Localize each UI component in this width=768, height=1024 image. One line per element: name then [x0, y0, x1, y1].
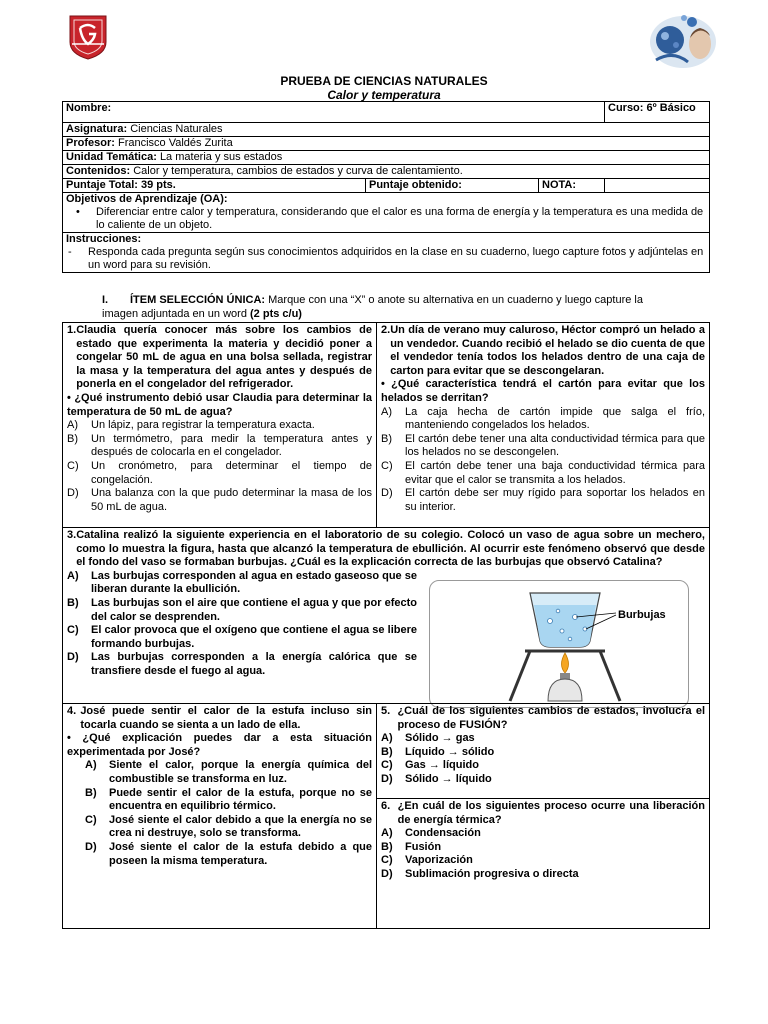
question-1: 1. Claudia quería conocer más sobre los cambios de estado que experimenta la materia y decidió poner a congelar 50 mL de agua en una bolsa sellada, registrar la masa y la temperatura del agua antes y después de ponerla en el congelador del refrigerador. • ¿Qué instrumento debió usar Claudia para determinar la temperatura de 50 mL de agua? A) Un lápiz, para registrar la temperatura exacta. B) Un termómetro, para medir la temperatura antes y después de colocarla en el congelador. C) Un cronómetro, para determinar el tiempo de congelación. D) Una balanza con la que pudo determinar la masa de los 50 mL de agua.	[62, 322, 377, 528]
q5-option-c[interactable]: C) Gas → líquido	[381, 759, 479, 772]
q4-option-d[interactable]: D) José siente el calor de la estufa debido a que poseen la misma temperatura.	[85, 840, 372, 867]
page-title: PRUEBA DE CIENCIAS NATURALES	[280, 74, 488, 88]
q5-option-b[interactable]: B) Líquido → sólido	[381, 745, 495, 758]
q4-option-a[interactable]: A) Siente el calor, porque la energía química del combustible se transforma en luz.	[85, 759, 372, 785]
q2-option-a[interactable]: A) La caja hecha de cartón impide que salga el frío, manteniendo congelados los helados.	[381, 405, 705, 432]
q6-option-d[interactable]: D) Sublimación progresiva o directa	[381, 867, 579, 880]
q3-option-c[interactable]: C) El calor provoca que el oxígeno que contiene el agua se libere formando burbujas.	[67, 624, 417, 650]
q1-option-b[interactable]: B) Un termómetro, para medir la temperatura antes y después de colocarla en el congelador.	[67, 432, 372, 459]
instruction-item: - Responda cada pregunta según sus conocimientos adquiridos en la clase en su cuaderno, luego capture fotos y adjúntelas en un word para su revisión.	[66, 246, 706, 272]
student-info-table	[62, 101, 710, 273]
q2-option-b[interactable]: B) El cartón debe tener una alta conductividad térmica para que los helados no se descongelen.	[381, 432, 705, 459]
question-4: 4. José puede sentir el calor de la estufa incluso sin tocarla cuando se sienta a un lado de ella. • ¿Qué explicación puedes dar a esta situación experimentada por José? A) Siente el calor, porque la energía química del combustible se transforma en luz. B) Puede sentir el calor de la estufa, porque no se encuentra en equilibrio térmico. C) José siente el calor debido a que la energía no se crea ni destruye, solo se transforma. D) José siente el calor de la estufa debido a que poseen la misma temperatura.	[62, 703, 377, 929]
instructions-row: Instrucciones: - Responda cada pregunta según sus conocimientos adquiridos en la clase en su cuaderno, luego capture fotos y adjúntelas en un word para su revisión.	[63, 233, 710, 273]
q5-option-a[interactable]: A) Sólido → gas	[381, 732, 475, 745]
q1-option-d[interactable]: D) Una balanza con la que pudo determinar la masa de los 50 mL de agua.	[67, 487, 372, 513]
q6-option-a[interactable]: A) Condensación	[381, 827, 481, 840]
grade-cell[interactable]: NOTA:	[542, 179, 577, 191]
content-row: Contenidos: Calor y temperatura, cambios de estados y curva de calentamiento.	[63, 165, 710, 179]
name-cell[interactable]: Nombre:	[63, 102, 605, 123]
total-score-cell: Puntaje Total: 39 pts.	[63, 179, 366, 193]
subject-row: Asignatura: Ciencias Naturales	[63, 123, 710, 137]
teacher-row: Profesor: Francisco Valdés Zurita	[63, 137, 710, 151]
q1-option-c[interactable]: C) Un cronómetro, para determinar el tiempo de congelación.	[67, 459, 372, 486]
q3-option-d[interactable]: D) Las burbujas corresponden a la energía calórica que se transfiere desde el fuego al agua.	[67, 651, 417, 677]
course-cell: Curso: 6º Básico	[605, 102, 710, 123]
q2-option-c[interactable]: C) El cartón debe tener una baja conductividad térmica para evitar que el calor se transmita a los helados.	[381, 459, 705, 486]
q4-option-b[interactable]: B) Puede sentir el calor de la estufa, porque no se encuentra en equilibrio térmico.	[85, 786, 372, 813]
objective-item: • Diferenciar entre calor y temperatura, considerando que el calor es una forma de energía y la temperatura es una medida de lo caliente de un objeto.	[66, 206, 706, 232]
bubbles-label: Burbujas	[618, 609, 666, 621]
obtained-score-cell[interactable]: Puntaje obtenido: NOTA:	[366, 179, 605, 193]
q3-option-a[interactable]: A) Las burbujas corresponden al agua en estado gaseoso que se liberan durante la ebullición.	[67, 569, 417, 596]
science-logo	[648, 10, 718, 70]
question-2: 2. Un día de verano muy caluroso, Héctor compró un helado a un vendedor. Cuando recibió el helado se dio cuenta de que el vendedor tenía todos los helados dentro de una caja de carton para evitar que se descongelaran. • ¿Qué característica tendrá el cartón para evitar que los helados se derritan? A) La caja hecha de cartón impide que salga el frío, manteniendo congelados los helados. B) El cartón debe tener una alta conductividad térmica para que los helados no se descongelen. C) El cartón debe tener una baja conductividad térmica para evitar que el calor se transmita a los helados. D) El cartón debe ser muy rígido para soportar los helados en su interior.	[376, 322, 710, 528]
q6-option-c[interactable]: C) Vaporización	[381, 854, 473, 867]
q5-option-d[interactable]: D) Sólido → líquido	[381, 772, 492, 785]
objectives-row: Objetivos de Aprendizaje (OA): • Diferenciar entre calor y temperatura, considerando que el calor es una forma de energía y la temperatura es una medida de lo caliente de un objeto.	[63, 193, 710, 233]
page-subtitle: Calor y temperatura	[327, 88, 441, 102]
q4-option-c[interactable]: C) José siente el calor debido a que la energía no se crea ni destruye, solo se transforma.	[85, 813, 372, 840]
unit-row: Unidad Temática: La materia y sus estados	[63, 151, 710, 165]
section-heading: I. ÍTEM SELECCIÓN ÚNICA: Marque con una “X” o anote su alternativa en un cuaderno y luego capture la imagen adjuntada en un word (2 pts c/u)	[102, 294, 643, 320]
q1-option-a[interactable]: A) Un lápiz, para registrar la temperatura exacta.	[67, 419, 315, 432]
q6-option-b[interactable]: B) Fusión	[381, 840, 442, 853]
question-3: 3. Catalina realizó la siguiente experiencia en el laboratorio de su colegio. Colocó un vaso de agua sobre un mechero, como lo muestra la figura, hasta que alcanzó la temperatura de ebullición. Al ocurrir este fenómeno observó que desde el fondo del vaso se formaban burbujas. ¿Cuál es la explicación correcta de las burbujas que observó Catalina? A) Las burbujas corresponden al agua en estado gaseoso que se liberan durante la ebullición. B) Las burbujas son el aire que contiene el agua y que por efecto del calor se desprenden. C) El calor provoca que el oxígeno que contiene el agua se libere formando burbujas. D) Las burbujas corresponden a la energía calórica que se transfiere desde el fuego al agua.	[62, 527, 710, 704]
q3-option-b[interactable]: B) Las burbujas son el aire que contiene el agua y que por efecto del calor se desprenden.	[67, 596, 417, 623]
question-5: 5. ¿Cuál de los siguientes cambios de estados, involucra el proceso de FUSIÓN? A) Sólido → gas B) Líquido → sólido C) Gas → líquido D) Sólido → líquido	[376, 703, 710, 799]
questions-grid	[62, 322, 710, 929]
q2-option-d[interactable]: D) El cartón debe ser muy rígido para soportar los helados en su interior.	[381, 487, 705, 513]
school-logo	[68, 14, 108, 60]
question-6: 6. ¿En cuál de los siguientes proceso ocurre una liberación de energía térmica? A) Condensación B) Fusión C) Vaporización D) Sublimación progresiva o directa	[376, 798, 710, 929]
boiling-water-figure	[429, 580, 689, 708]
